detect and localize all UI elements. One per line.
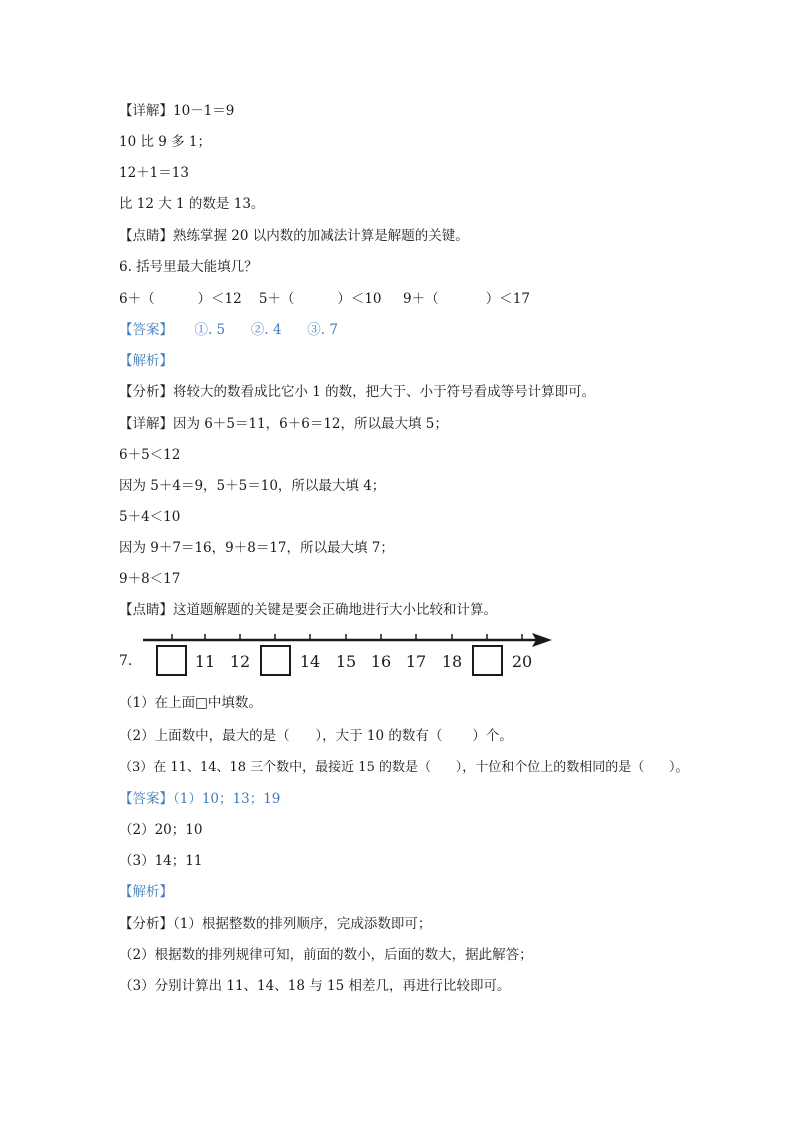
question-6-title: 6. 括号里最大能填几？ (119, 259, 258, 275)
number-label: 17 (405, 652, 427, 671)
number-label: 16 (370, 652, 392, 671)
number-label: 12 (229, 652, 251, 671)
detail-q6: 【详解】因为 6＋5＝11，6＋6＝12，所以最大填 5； (119, 416, 448, 432)
text-line: 因为 5＋4＝9，5＋5＝10，所以最大填 4； (119, 478, 386, 494)
number-label: 15 (335, 652, 357, 671)
number-label: 18 (441, 652, 463, 671)
analysis-heading-q7: 【解析】 (119, 884, 173, 900)
question-6-items: 6＋（ ）＜12 5＋（ ）＜10 9＋（ ）＜17 (119, 291, 530, 307)
text-line: 5＋4＜10 (119, 509, 181, 525)
question-7-part-3: （3）在 11、14、18 三个数中，最接近 15 的数是（ ），十位和个位上的数相同的是（ ）。 (119, 760, 689, 775)
blank-box-1 (157, 646, 186, 675)
tip-q6: 【点睛】这道题解题的关键是要会正确地进行大小比较和计算。 (119, 602, 497, 618)
text-line: 6＋5＜12 (119, 447, 181, 463)
question-7-part-2: （2）上面数中，最大的是（ ），大于 10 的数有（ ）个。 (119, 728, 513, 744)
blank-box-3 (473, 646, 502, 675)
number-label: 11 (194, 652, 216, 671)
text-line: 12＋1＝13 (119, 165, 189, 181)
tip-q5: 【点睛】熟练掌握 20 以内数的加减法计算是解题的关键。 (119, 228, 469, 244)
text-line: （2）根据数的排列规律可知，前面的数小，后面的数大，据此解答； (119, 947, 533, 963)
detail-q5: 【详解】10－1＝9 (119, 103, 235, 119)
question-7-part-1: （1）在上面□中填数。 (119, 695, 262, 711)
analysis-q7: 【分析】（1）根据整数的排列顺序，完成添数即可； (119, 916, 432, 932)
text-line: （3）14；11 (119, 853, 203, 869)
question-7-number: 7. (119, 653, 133, 669)
analysis-q6: 【分析】将较大的数看成比它小 1 的数，把大于、小于符号看成等号计算即可。 (119, 384, 596, 400)
text-line: 10 比 9 多 1； (119, 134, 212, 150)
answer-q7: 【答案】（1）10；13；19 (119, 791, 281, 807)
text-line: 9＋8＜17 (119, 571, 181, 587)
number-label: 20 (511, 652, 533, 671)
text-line: （3）分别计算出 11、14、18 与 15 相差几，再进行比较即可。 (119, 978, 511, 994)
text-line: （2）20；10 (119, 822, 203, 838)
text-line: 比 12 大 1 的数是 13。 (119, 196, 265, 212)
number-label: 14 (299, 652, 321, 671)
analysis-heading-q6: 【解析】 (119, 353, 173, 369)
answer-q6: 【答案】 ①. 5 ②. 4 ③. 7 (119, 322, 338, 338)
blank-box-2 (261, 646, 290, 675)
text-line: 因为 9＋7＝16，9＋8＝17，所以最大填 7； (119, 540, 394, 556)
